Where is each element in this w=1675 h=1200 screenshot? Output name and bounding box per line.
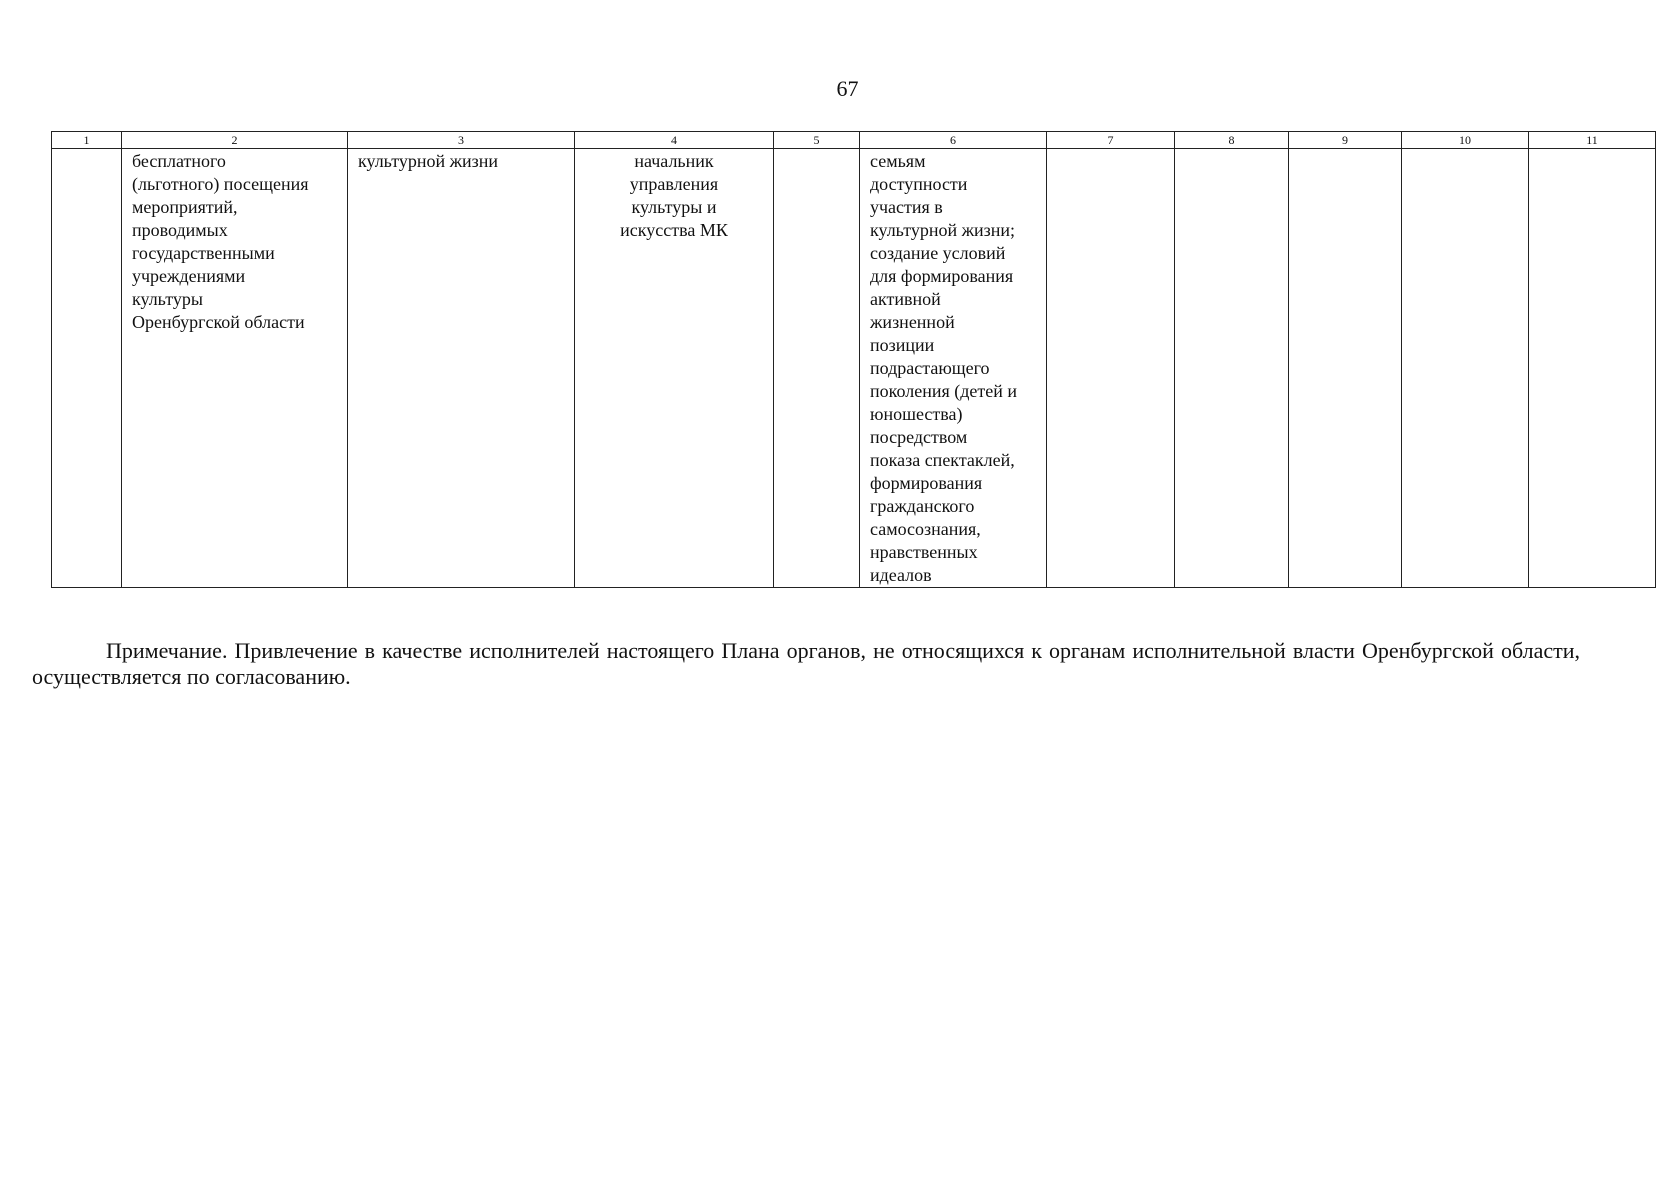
column-header-6: 6: [860, 132, 1047, 149]
column-header-3: 3: [348, 132, 575, 149]
column-header-11: 11: [1529, 132, 1656, 149]
table-header-row: [52, 132, 1656, 149]
table-cell-7: [1047, 149, 1175, 588]
column-header-1: 1: [52, 132, 122, 149]
table-cell-8: [1175, 149, 1289, 588]
column-header-5: 5: [774, 132, 860, 149]
column-header-9: 9: [1289, 132, 1402, 149]
table-row: [52, 149, 1656, 588]
page-number: 67: [836, 76, 859, 101]
table-cell-3: культурной жизни: [348, 149, 575, 588]
plan-table: [51, 131, 1656, 588]
table-cell-9: [1289, 149, 1402, 588]
table-cell-10: [1402, 149, 1529, 588]
column-header-8: 8: [1175, 132, 1289, 149]
footnote-note: Примечание. Привлечение в качестве исполнителей настоящего Плана органов, не относящихся к органам исполнительной власти Оренбургской области, осуществляется по согласованию.: [32, 638, 1580, 689]
column-header-4: 4: [575, 132, 774, 149]
table-cell-6: семьям доступности участия в культурной жизни; создание условий для формирования активной жизненной позиции подрастающего поколения (детей и юношества) посредством показа спектаклей, формирования гражданского самосознания, нравственных идеалов: [860, 149, 1047, 588]
column-header-10: 10: [1402, 132, 1529, 149]
table-cell-11: [1529, 149, 1656, 588]
table-cell-4: начальник управления культуры и искусства МК: [575, 149, 774, 588]
table-cell-1: [52, 149, 122, 588]
column-header-2: 2: [122, 132, 348, 149]
table-cell-2: бесплатного (льготного) посещения мероприятий, проводимых государственными учреждениями культуры Оренбургской области: [122, 149, 348, 588]
column-header-7: 7: [1047, 132, 1175, 149]
table-cell-5: [774, 149, 860, 588]
